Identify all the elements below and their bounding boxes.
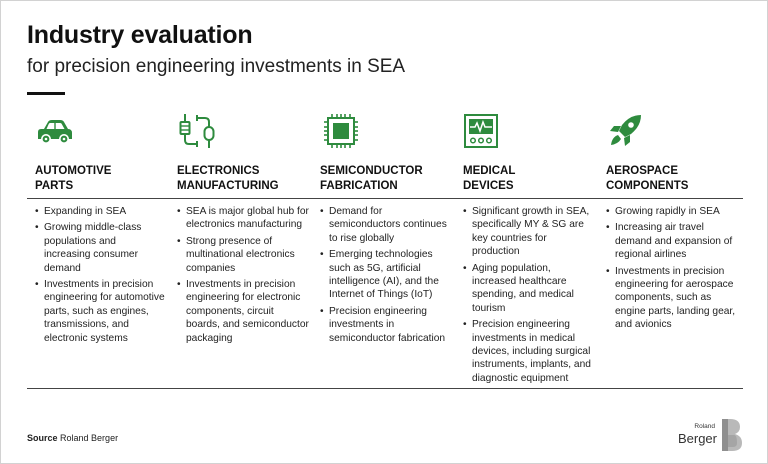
footer-divider <box>27 388 743 389</box>
list-item: • Investments in precision engineering for aerospace components, such as engine parts, landing gear, and avionics <box>606 265 740 332</box>
list-item: • Demand for semiconductors continues to rise globally <box>320 205 452 245</box>
bullet-list <box>35 205 165 348</box>
microchip-icon <box>320 113 360 149</box>
column-heading: AEROSPACE COMPONENTS <box>606 165 689 192</box>
header-divider <box>27 198 743 199</box>
rocket-icon <box>606 113 646 149</box>
logo-text-small: Roland <box>694 423 715 430</box>
list-item: • Investments in precision engineering for automotive parts, such as engines, transmissions, and electronic systems <box>35 278 165 345</box>
column-heading: ELECTRONICS MANUFACTURING <box>177 165 279 192</box>
bullet-list <box>463 205 595 388</box>
source-value: Roland Berger <box>60 433 119 443</box>
list-item: • Expanding in SEA <box>35 205 165 218</box>
column-heading: AUTOMOTIVE PARTS <box>35 165 112 192</box>
page-title: Industry evaluation <box>27 21 253 49</box>
medical-monitor-icon <box>463 113 503 149</box>
title-underline <box>27 92 65 95</box>
logo-text-big: Berger <box>677 431 717 446</box>
list-item: • Strong presence of multinational electronics companies <box>177 235 309 275</box>
list-item: • Precision engineering investments in semiconductor fabrication <box>320 305 452 345</box>
bullet-list <box>320 205 452 348</box>
list-item: • Growing rapidly in SEA <box>606 205 740 218</box>
page-subtitle: for precision engineering investments in SEA <box>27 56 406 77</box>
list-item: • Precision engineering investments in medical devices, including surgical instruments, implants, and diagnostic equipment <box>463 318 595 385</box>
source-note <box>27 433 118 443</box>
bullet-list <box>177 205 309 348</box>
electronic-components-icon <box>177 113 217 149</box>
source-label: Source <box>27 433 58 443</box>
logo-b-mark-icon <box>720 417 744 453</box>
column-heading: MEDICAL DEVICES <box>463 165 516 192</box>
list-item: • Emerging technologies such as 5G, artificial intelligence (AI), and the Internet of Things (IoT) <box>320 248 452 302</box>
car-icon <box>35 113 75 149</box>
bullet-list <box>606 205 740 335</box>
column-heading: SEMICONDUCTOR FABRICATION <box>320 165 423 192</box>
list-item: • Aging population, increased healthcare spending, and medical tourism <box>463 262 595 316</box>
roland-berger-logo <box>669 417 745 455</box>
list-item: • Significant growth in SEA, specifically MY & SG are key countries for production <box>463 205 595 259</box>
list-item: • Increasing air travel demand and expansion of regional airlines <box>606 221 740 261</box>
list-item: • Growing middle-class populations and increasing consumer demand <box>35 221 165 275</box>
list-item: • SEA is major global hub for electronics manufacturing <box>177 205 309 232</box>
list-item: • Investments in precision engineering for electronic components, circuit boards, and semiconductor packaging <box>177 278 309 345</box>
